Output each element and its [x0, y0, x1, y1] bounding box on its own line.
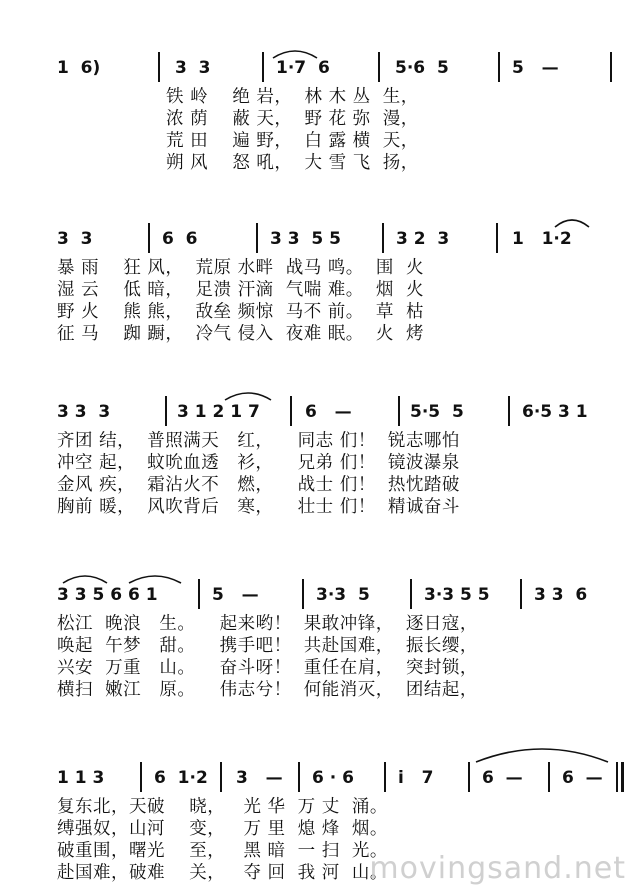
barline [548, 762, 550, 792]
lyric-line-3: 荒 田 遍 野， 白 露 横 天， [166, 131, 419, 151]
lyric-line-3: 兴安 万重 山。 奋斗呀！ 重任在肩， 突封锁， [57, 658, 478, 678]
barline [468, 762, 470, 792]
notes-m3: 5·5 5 [410, 402, 464, 422]
lyric-line-4: 征 马 踟 蹰， 冷气 侵入 夜难 眠。 火 烤 [57, 324, 425, 344]
notes-m5: 6 — [482, 768, 523, 788]
notes-m3: 3 2 3 [396, 229, 450, 249]
notes-m4: 6·5 3 1 [522, 402, 588, 422]
notes-m0: 3 3 [57, 229, 93, 249]
barline [398, 396, 400, 426]
slur-mark [60, 571, 110, 585]
barline [148, 223, 150, 253]
notes-m0: 1 1 3 [57, 768, 105, 788]
barline [496, 223, 498, 253]
notes-m1: 6 1·2 [154, 768, 208, 788]
lyric-line-3: 金风 疾， 霜沾火不 燃， 战士 们！ 热忱踏破 [57, 475, 460, 495]
final-barline [616, 762, 618, 792]
notes-m4: 3 3 6 [534, 585, 588, 605]
notes-m1: 3 3 [175, 58, 211, 78]
barline [165, 396, 167, 426]
slur-mark [126, 571, 184, 585]
notes-m3: 5·6 5 [395, 58, 449, 78]
notes-m4: i 7 [398, 768, 434, 788]
barline [520, 579, 522, 609]
lyric-line-4: 赴国难，破难 关， 夺 回 我 河 山。 [57, 863, 388, 883]
slur-mark [552, 215, 592, 229]
barline [256, 223, 258, 253]
lyric-line-1: 齐团 结， 普照满天 红， 同志 们！ 锐志哪怕 [57, 431, 460, 451]
barline [508, 396, 510, 426]
notes-m2: 3 — [236, 768, 283, 788]
notes-m4: 1 1·2 [512, 229, 572, 249]
lyric-line-2: 唤起 午梦 甜。 携手吧！ 共赴国难， 振长缨， [57, 636, 478, 656]
notes-m3: 3·3 5 5 [424, 585, 490, 605]
lyric-line-4: 朔 风 怒 吼， 大 雪 飞 扬， [166, 153, 419, 173]
barline [382, 223, 384, 253]
barline [158, 52, 160, 82]
notes-m0: 1 6) [57, 58, 101, 78]
barline [220, 762, 222, 792]
notes-m0: 3 3 5 6 6 1 [57, 585, 158, 605]
lyric-line-2: 湿 云 低 暗， 足溃 汗滴 气喘 难。 烟 火 [57, 280, 425, 300]
notes-m0: 3 3 3 [57, 402, 111, 422]
barline [378, 52, 380, 82]
lyric-line-1: 铁 岭 绝 岩， 林 木 丛 生， [166, 87, 419, 107]
barline [384, 762, 386, 792]
notes-m2: 6 — [305, 402, 352, 422]
lyric-line-2: 冲空 起， 蚊吮血透 衫， 兄弟 们！ 镜波瀑泉 [57, 453, 460, 473]
notes-m1: 6 6 [162, 229, 198, 249]
lyric-line-4: 横扫 嫩江 原。 伟志兮！ 何能消灭， 团结起， [57, 680, 478, 700]
barline [290, 396, 292, 426]
final-barline-thick [621, 762, 624, 792]
barline [302, 579, 304, 609]
lyric-line-1: 复东北，天破 晓， 光 华 万 丈 涌。 [57, 797, 388, 817]
lyric-line-2: 缚强奴，山河 变， 万 里 熄 烽 烟。 [57, 819, 388, 839]
notes-m1: 5 — [212, 585, 259, 605]
notes-m2: 3 3 5 5 [270, 229, 341, 249]
lyric-line-3: 野 火 熊 熊， 敌垒 频惊 马不 前。 草 枯 [57, 302, 425, 322]
watermark: movingsand.net [369, 851, 626, 886]
barline [140, 762, 142, 792]
slur-mark [472, 742, 612, 764]
notes-m6: 6 — [562, 768, 603, 788]
lyric-line-1: 松江 晚浪 生。 起来哟！ 果敢冲锋， 逐日寇， [57, 614, 478, 634]
notes-m1: 3 1 2 1 7 [177, 402, 260, 422]
lyric-line-1: 暴 雨 狂 风， 荒原 水畔 战马 鸣。 围 火 [57, 258, 425, 278]
barline [298, 762, 300, 792]
barline [262, 52, 264, 82]
barline [198, 579, 200, 609]
lyric-line-2: 浓 荫 蔽 天， 野 花 弥 漫， [166, 109, 419, 129]
barline [498, 52, 500, 82]
notes-m3: 6 · 6 [312, 768, 354, 788]
barline [610, 52, 612, 82]
notes-m2: 1·7 6 [276, 58, 330, 78]
slur-mark [222, 388, 274, 402]
lyric-line-3: 破重围，曙光 至， 黑 暗 一 扫 光。 [57, 841, 388, 861]
lyric-line-4: 胸前 暖， 风吹背后 寒， 壮士 们！ 精诚奋斗 [57, 497, 460, 517]
notes-m2: 3·3 5 [316, 585, 370, 605]
barline [410, 579, 412, 609]
notes-m4: 5 — [512, 58, 559, 78]
